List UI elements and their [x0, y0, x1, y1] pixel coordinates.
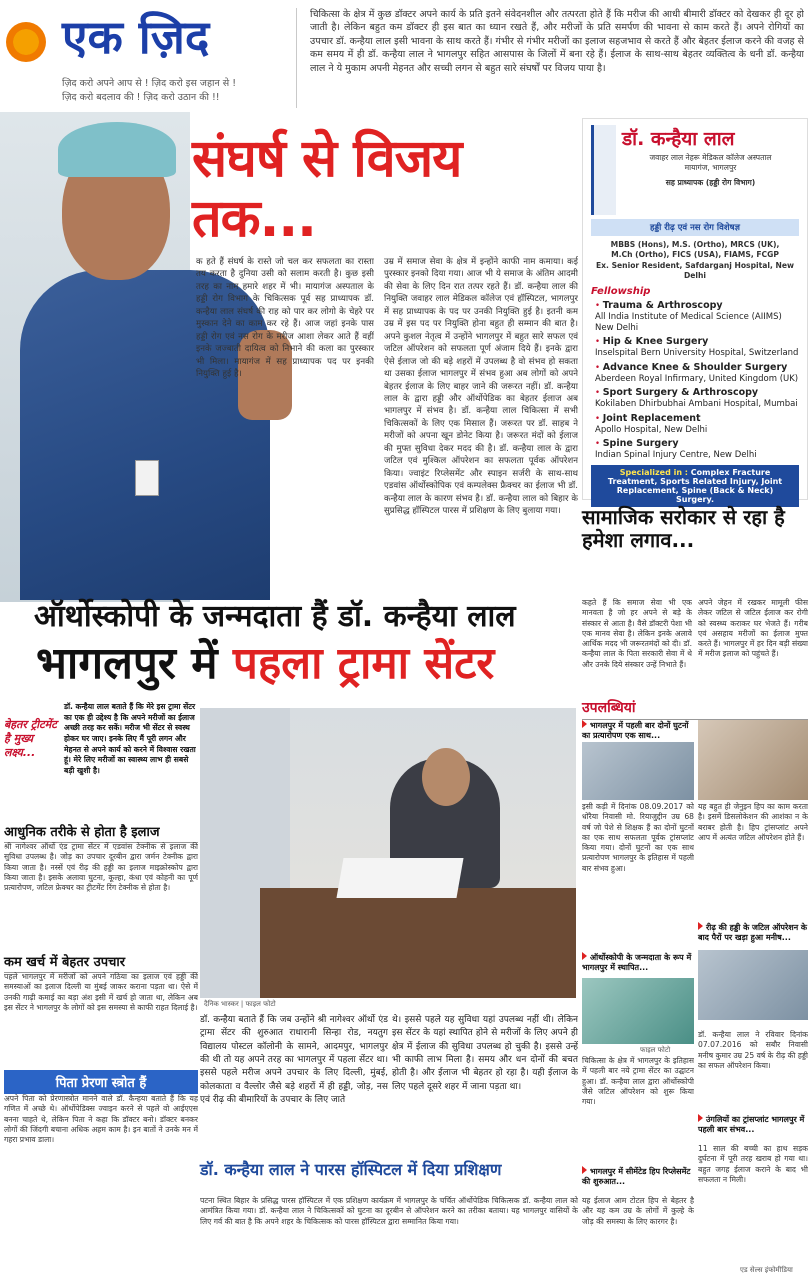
- article-column-1: [196, 256, 374, 596]
- achievement-2-photo: [582, 978, 694, 1044]
- headline-line-2: तक...: [192, 189, 316, 249]
- samajik-title: सामाजिक सरोकार से रहा है हमेशा लगाव...: [582, 505, 785, 552]
- profile-accent-bar: [591, 125, 616, 215]
- fellowship-detail: Apollo Hospital, New Delhi: [595, 424, 708, 435]
- achievement-1-photo-a: [582, 742, 694, 800]
- masthead-brand: एक ज़िद: [62, 10, 210, 64]
- achievement-1-text: इसी कड़ी में दिनांक 08.09.2017 को धोरैया निवासी मो. रियाजुद्दीन उम्र 68 वर्ष जो पेशे से शिक्षक हैं का दोनों घुटनों का एक साथ सफलता पूर्वक ट्रांसप्लांट किया गया। दोनों घुटनों का एक साथ प्रत्यारोपण भागलपुर के इतिहास में पहली बार संभव हुआ।: [582, 802, 694, 873]
- achievement-3-heading-text: रीढ़ की हड्डी के जटिल ऑपरेशन के बाद पैरों पर खड़ा हुआ मनीष...: [698, 923, 808, 942]
- profile-institute: जवाहर लाल नेहरू मेडिकल कॉलेज अस्पताल: [649, 153, 772, 162]
- intro-paragraph: चिकित्सा के क्षेत्र में कुछ डॉक्टर अपने कार्य के प्रति इतने संवेदनशील और तत्परता होते हैं कि मरीज की आधी बीमारी डॉक्टर को देखकर ही दूर हो जाती है। लेकिन बहुत कम डॉक्टर ही इस बात का ध्यान रखते हैं, और मरीजों के प्रति समर्पण की भावना से काम करते हैं। अपने रोगियों का उपचार डॉ. कन्हैया लाल इसी भावना के साथ करते हैं। गंभीर से गंभीर मरीजों का इलाज सहजभाव से करते हैं और बेहतर ईलाज करने की वजह से कम समय में ही डॉ. कन्हैया लाल ने भागलपुर सहित आसपास के जिलों में बना रहे हैं। ईलाज के साथ-साथ बेहतर व्यक्तित्व के धनी डॉ. कन्हैया लाल ने ये मुकाम अपनी मेहनत और सच्ची लगन से बहुत सारे संघर्षों पर विजय पाया है।: [310, 9, 804, 74]
- fellowship-title: Joint Replacement: [602, 412, 701, 424]
- masthead-tagline-2: ज़िद करो बदलाव की ! ज़िद करो उठान की !!: [62, 92, 220, 103]
- achievement-4-heading: [582, 1166, 694, 1186]
- achievement-3-photo: [698, 950, 808, 1020]
- surgical-cap: [58, 122, 176, 177]
- achievement-1-right-text: यह बहुत ही जेनुइन हिप का काम करता है। इसमें डिसलोकेशन की आशंका न के बराबर होती है। हिप ट्रांसप्लांट अपने आप में अत्यंत जटिल ऑपरेशन होते हैं।: [698, 802, 808, 842]
- fellowship-detail: Aberdeen Royal Infirmary, United Kingdom (UK): [595, 373, 799, 384]
- profile-name: डॉ. कन्हैया लाल: [622, 128, 735, 150]
- fellowship-item: • Spine Surgery Indian Spinal Injury Centre, New Delhi: [595, 438, 757, 460]
- achievement-3-text: डॉ. कन्हैया लाल ने रविवार दिनांक 07.07.2016 को सबौर निवासी मनीष कुमार उम्र 25 वर्ष के रीढ़ की हड्डी का सफल ऑपरेशन किया।: [698, 1030, 808, 1070]
- achievement-2-heading: [582, 952, 694, 972]
- office-photo: [200, 708, 576, 998]
- office-desk: [260, 888, 576, 998]
- fellowship-detail: Indian Spinal Injury Centre, New Delhi: [595, 450, 757, 460]
- desk-papers: [336, 858, 463, 898]
- profile-city: मायागंज, भागलपुर: [684, 163, 737, 173]
- fellowship-title: Spine Surgery: [602, 438, 679, 450]
- modern-treatment-title: आधुनिक तरीके से होता है इलाज: [4, 822, 198, 843]
- fellowship-item: • Sport Surgery & Arthroscopy Kokilaben Dhirbubhai Ambani Hospital, Mumbai: [595, 387, 798, 409]
- masthead-tagline-1: ज़िद करो अपने आप से ! ज़िद करो इस जहान से !: [62, 78, 237, 89]
- fellowship-item: • Joint Replacement Apollo Hospital, New Delhi: [595, 412, 708, 435]
- specialized-text: Complex Fracture Treatment, Sports Related Injury, Joint Replacement, Spine (Back & Neck) Surgery.: [607, 467, 783, 504]
- modern-treatment-text: श्री नागेश्वर ऑर्थो एंड ट्रामा सेंटर में एडवांस टेक्नीक से इलाज की सुविधा उपलब्ध है। जोड़ का उपचार दूरबीन द्वारा जर्मन टेक्नीक द्वारा किया जाता है। नस्सें एवं रीढ़ की हड्डी का इलाज माइक्रोस्कोप द्वारा किया जाता है। इसके अलावा घुटना, कूल्हा, कंधा एवं कोहनी का पूर्ण प्रत्यारोपण, जटिल फ्रेक्चर का ट्रीटमेंट रिंग टेक्नीक से होता है।: [4, 842, 198, 892]
- achievement-3-heading: [698, 922, 808, 942]
- article-column-2: उम्र में समाज सेवा के क्षेत्र में इन्होंने काफी नाम कमाया। कई पुरस्कार इनको दिया गया। आज भी ये समाज के अंतिम आदमी की सेवा के लिए दिन रात तत्पर रहते हैं। डॉ. कन्हैया लाल की नियुक्ति जवाहर लाल मेडिकल कॉलेज एवं हॉस्पिटल, भागलपुर में सह प्राध्यापक के पद पर उनकी नियुक्ति हुई है। इतनी कम उम्र में इस पद पर नियुक्ति होना बहुत ही सम्मान की बात है। अपने कुशल नेतृत्व में उन्होंने भागलपुर में बहुत सारे सफल एवं जटिल ऑपरेशन को सफलता पूर्ण अंजाम दिये हैं। इनके द्वारा ऐसे ईलाज जो की बड़े शहरों में उपलब्ध है वो संभव हो सकता था उसका ईलाज भागलपुर में संभव हुआ अब लोगों को अपने बेहतर ईलाज के लिए बाहर जाने की जरूरत नहीं। डॉ. कन्हैया लाल के द्वारा हड्डी और ऑर्थोपेडिक का बेहतर ईलाज अब भागलपुर में संभव है। डॉ. कन्हैया लाल चिकित्सा में सभी चिकित्सकों के लिए एक मिसाल हैं। जरूरत पर डॉ. साहब ने मरीजों को अपना खून डोनेट किया है। जरूरत मंदों को ईलाज की मुफ्त सुविधा देकर मदद की है। डॉ. कन्हैया लाल के द्वारा जटिल एवं मुश्किल ऑपरेशन का सफलता पूर्वक ऑपरेशन किया। ज्वाइंट रिप्लेसमेंट और स्पाइन सर्जरी के साथ-साथ एडवांस ऑर्थोस्कोपिक एवं कम्पलेक्स फ्रैक्चर का ईलाज भी डॉ. कन्हैया लाल के कारण संभव है। डॉ. कन्हैया लाल को बिहार के सुप्रसिद्ध हॉस्पिटल पारस में प्रशिक्षण के लिए बुलाया गया।: [384, 257, 578, 517]
- achievement-1-photo-b: [698, 720, 808, 800]
- fellowship-label: Fellowship: [591, 286, 651, 297]
- fellowship-title: Trauma & Arthroscopy: [602, 300, 723, 311]
- bottom-column-2: थे। इससे पहले यह सुविधा यहां उपलब्ध नहीं थी। लेकिन इस सेंटर के यहां स्थापित होने से मरीजों के लिए अपने ही क्षेत्र में ईलाज की सुविधा उपलब्ध हो चुकी है। इससे उन्हें भी काफी लाभ मिला है। समय और धन दोनों की बचत होती है। और ईलाज भी बेहतर हो रहा है। यही ईलाज के लिए पहले दूसरे शहर में जाना पड़ता था।: [392, 1015, 578, 1092]
- bottom-column-1: डॉ. कन्हैया बताते हैं कि जब उन्होंने श्री नागेश्वर ऑर्थो एंड ट्रामा सेंटर की शुरुआत राधारानी सिन्हा रोड, नयतुग विद्यालय पोस्टल कॉलोनी के सामने, आदमपुर, भागलपुर की थी तो यह अपने तरह का भागलपुर में पहला सेंटर था। इससे पहले मरीज अपने उपचार के लिए दिल्ली, मुंबई, कोलकाता व वैल्लोर जैसे बड़े शहरों में ही हड्डी, जोड़, नस एवं रीढ़ की बीमारियों के उपचार के लिए जाते: [200, 1015, 388, 1105]
- achievement-2-heading-text: ऑर्थोस्कोपी के जन्मदाता के रूप में भागलपुर में स्थापित...: [582, 953, 692, 972]
- achievement-4-text: यह ईलाज आम टोटल हिप से बेहतर है और यह कम उम्र के लोगों में कुल्हे के जोड़ की समस्या के लिए कारगर है।: [582, 1196, 694, 1226]
- achievement-2-text: चिकित्सा के क्षेत्र में भागलपुर के इतिहास में पहली बार नये ट्रामा सेंटर का उद्घाटन हुआ। डॉ. कन्हैया लाल द्वारा ऑर्थोस्कोपी जैसे जटिल ऑपरेशन को शुरू किया गया।: [582, 1056, 694, 1106]
- person-face: [422, 748, 470, 806]
- achievement-5-heading: [698, 1114, 808, 1134]
- profile-role: सह प्राध्यापक (हड्डी रोग विभाग): [665, 177, 756, 187]
- photo-credit: दैनिक भास्कर | फाइल फोटो: [204, 1000, 276, 1008]
- achievement-5-heading-text: उंगलियों का ट्रांसप्लांट भागलपुर में पहली बार संभव...: [698, 1115, 805, 1134]
- id-badge: [135, 460, 159, 496]
- low-cost-title: कम खर्च में बेहतर उपचार: [4, 952, 198, 973]
- achievement-1-heading: [582, 720, 694, 740]
- fellowship-title: Advance Knee & Shoulder Surgery: [602, 361, 788, 373]
- profile-degree-1: MBBS (Hons), M.S. (Ortho), MRCS (UK),: [610, 240, 780, 249]
- fellowship-title: Sport Surgery & Arthroscopy: [602, 387, 759, 399]
- profile-specialty: हड्डी रीढ़ एवं नस रोग विशेषज्ञ: [591, 219, 799, 236]
- title-trauma-part2: पहला ट्रामा सेंटर: [232, 638, 495, 689]
- paras-training-title: डॉ. कन्हैया लाल ने पारस हॉस्पिटल में दिया प्रशिक्षण: [200, 1160, 502, 1179]
- fellowship-item: • Trauma & Arthroscopy All India Institute of Medical Science (AIIMS) New Delhi: [595, 300, 782, 333]
- fellowship-detail: Inselspital Bern University Hospital, Switzerland: [595, 348, 799, 358]
- fellowship-item: • Hip & Knee Surgery Inselspital Bern University Hospital, Switzerland: [595, 336, 799, 358]
- father-inspiration-title: पिता प्रेरणा स्त्रोत हैं: [4, 1070, 198, 1094]
- profile-degree-3: Ex. Senior Resident, Safdarganj Hospital, New Delhi: [595, 260, 795, 280]
- title-trauma-center: [36, 640, 586, 688]
- side-quote-text: डॉ. कन्हैया लाल बताते हैं कि मेरे इस ट्रामा सेंटर का एक ही उद्देश्य है कि अपने मरीजों का ईलाज अच्छी तरह कर सकें। मरीज भी सेंटर से स्वस्थ होकर घर जाए। इनके लिए मैं पूरी लगन और मेहनत से अपने कार्य को करने में विश्वास रखता हूं। मेरे लिए मरीजों का स्वास्थ्य लाभ ही सबसे बड़ी खुशी है।: [64, 702, 196, 775]
- article-col1-text: क हते हैं संघर्ष के रास्ते जो चल कर सफलता का रास्ता तय करता है दुनिया उसी को सलाम करती है। कुछ इसी तरह का नाम हमारे शहर में भी। मायागंज अस्पताल के हड्डी रोग विभाग के चिकित्सक पूर्व सह प्राध्यापक डॉ. कन्हैया लाल संघर्ष की राह को पार कर लोगो के चेहरे पर मुस्कान देने का काम कर रहे हैं। आज जहां इनके पास हड्डी रोग एवं नस रोग के मरीज आशा लेकर आते हैं वहीं इनके जज्बाती दायित्व को निभाने की कला का पुरस्कार भी मिला। मायागंज में सह प्राध्यापक पद पर इनकी नियुक्ति हुई है।: [196, 257, 374, 380]
- title-trauma-part1: भागलपुर में: [36, 638, 233, 689]
- fellowship-detail: Kokilaben Dhirbubhai Ambani Hospital, Mumbai: [595, 399, 798, 409]
- side-quote-heading: बेहतर ट्रीटमेंट है मुख्य लक्ष्य...: [4, 718, 57, 759]
- headline-line-1: संघर्ष से विजय: [192, 129, 462, 189]
- fellowship-title: Hip & Knee Surgery: [602, 336, 709, 348]
- paras-training-text: पटना स्थित बिहार के प्रसिद्ध पारस हॉस्पिटल में एक प्रशिक्षण कार्यक्रम में भागलपुर के चर्चित ऑर्थोपेडिक चिकित्सक डॉ. कन्हैया लाल को आमंत्रित किया गया। डॉ. कन्हैया लाल ने चिकित्सकों को घुटना का दूरबीन से ऑपरेशन करने का तरीका बताया। यह भागलपुर वासियों के लिए गर्व की बात है कि अपने शहर के चिकित्सक को पारस हॉस्पिटल द्वारा सम्मानित किया गया।: [200, 1196, 578, 1226]
- photo-caption: फाइल फोटो: [640, 1046, 671, 1054]
- profile-degree-2: M.Ch (Ortho), FICS (USA), FIAMS, FCGP: [611, 250, 779, 260]
- title-orthoscopy: ऑर्थोस्कोपी के जन्मदाता हैं डॉ. कन्हैया लाल: [34, 599, 516, 634]
- father-inspiration-text: अपने पिता को प्रेरणास्त्रोत मानने वाले डॉ. कैन्हया बताते हैं कि यह गणित में अच्छे थे। ऑर्थोपेडिक्स ज्वाइन करने से पहले वो आईएएस बनना चाहते थे, लेकिन पिता ने कहा कि डॉक्टर बनो। डॉक्टर बनकर लोगों की जिंदगी बचाना अधिक अहम काम है। इन बातों ने उनके मन में गहरा प्रभाव डाला।: [4, 1094, 198, 1144]
- specialized-label: Specialized in :: [619, 467, 688, 477]
- achievement-5-text: 11 साल की बच्ची का हाथ सड़क दुर्घटना में पूरी तरह खराब हो गया था। बहुत जगह ईलाज कराने के बाद भी सफलता न मिली।: [698, 1144, 808, 1184]
- low-cost-text: पहले भागलपुर में मरीजों को अपने गठिया का इलाज एवं हड्डी की समस्याओं का इलाज दिल्ली या मुंबई जाकर कराना पड़ता था। ऐसे में उनकी गाढ़ी कमाई का बड़ा अंश इसी में खर्च हो जाता था, लेकिन अब इस सेंटर ने भागलपुर के लोगों को इस समस्या से काफी राहत दिलाई है।: [4, 972, 198, 1012]
- sun-logo-icon: [6, 22, 46, 62]
- achievement-4-heading-text: भागलपुर में सीमेंटेड हिप रिप्लेसमेंट की शुरुआत...: [582, 1167, 691, 1186]
- fellowship-item: • Advance Knee & Shoulder Surgery Aberdeen Royal Infirmary, United Kingdom (UK): [595, 361, 799, 384]
- achievement-1-heading-text: भागलपुर में पहली बार दोनों घुटनों का प्रत्यारोपण एक साथ...: [582, 721, 689, 740]
- masthead-divider: [296, 8, 297, 108]
- samajik-col-1: कहते हैं कि समाज सेवा भी एक मानवता है जो हर अपने से बड़े के संस्कार से आता है। वैसे डॉक्टरी पेशा भी एक मानव सेवा है। लेकिन इनके अलावे आर्थिक मदद भी जरूरतमंदों को दी। डॉ. कन्हैया लाल के पिता सरकारी सेवा में थे और उनके दिये संस्कार उन्हें निभाते हैं।: [582, 598, 692, 669]
- profile-card: [582, 118, 808, 504]
- achievements-title: उपलब्धियां: [582, 698, 808, 720]
- footer-credit: एड सेल्स इंफोमीडिया: [740, 1266, 793, 1274]
- samajik-col-2: अपने जेहन में रखकर मामूली फीस लेकर जटिल से जटिल ईलाज कर रोगी को स्वस्थ्य कराकर घर भेजते हैं। गरीब एवं असहाय मरीजों का ईलाज मुफ्त करते हैं। भागलपुर में हर दिन बड़ी संख्या में मरीज इलाज को पहुंचते हैं।: [698, 598, 808, 659]
- specialized-box: [591, 465, 799, 507]
- fellowship-detail: All India Institute of Medical Science (AIIMS) New Delhi: [595, 311, 782, 333]
